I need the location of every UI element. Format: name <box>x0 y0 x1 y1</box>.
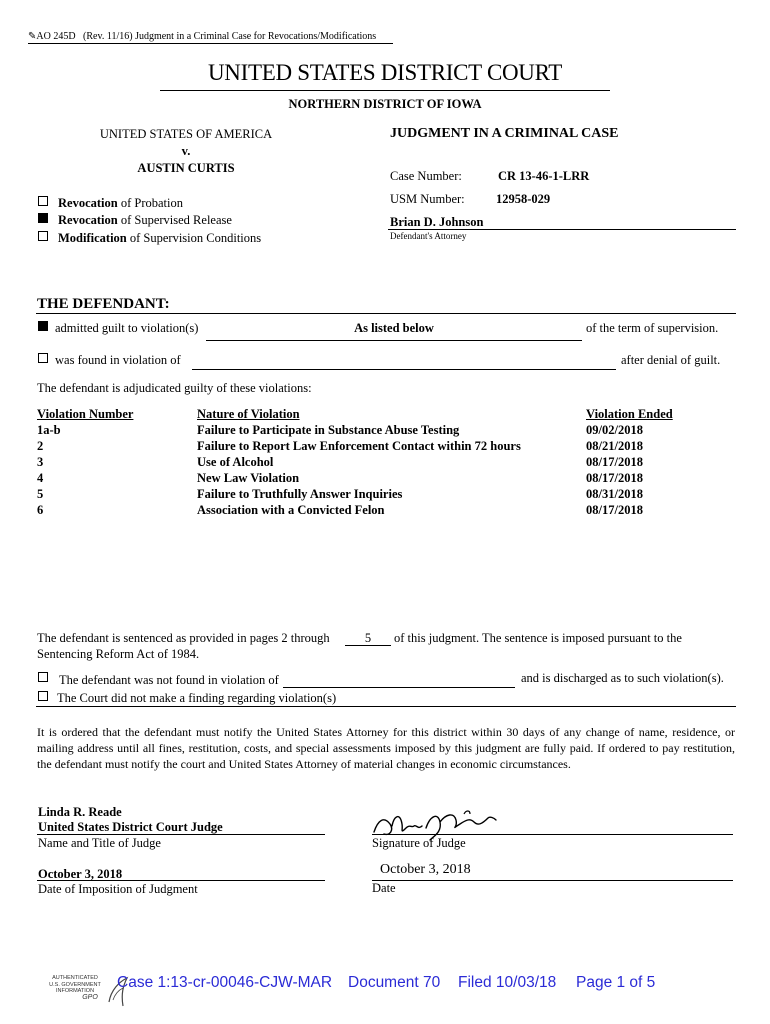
form-header-rule <box>28 43 393 44</box>
case-number-label: Case Number: <box>390 169 462 183</box>
violation-number-cell: 5 <box>37 487 44 501</box>
imposition-date: October 3, 2018 <box>38 867 123 881</box>
defendant-heading-rule <box>36 313 736 314</box>
plaintiff-name: UNITED STATES OF AMERICA <box>99 127 273 141</box>
violation-ended-cell: 08/21/2018 <box>586 439 643 453</box>
admitted-rule <box>206 340 582 341</box>
judge-name: Linda R. Reade <box>38 805 122 819</box>
violation-ended-cell: 08/31/2018 <box>586 487 643 501</box>
violation-nature-cell: Failure to Truthfully Answer Inquiries <box>197 487 403 501</box>
sentence-section-rule <box>36 706 736 707</box>
header-violation-ended: Violation Ended <box>586 407 673 421</box>
signature-label: Signature of Judge <box>372 836 466 850</box>
case-number-value: CR 13-46-1-LRR <box>498 169 590 183</box>
violation-number-cell: 2 <box>37 439 44 453</box>
violation-ended-cell: 09/02/2018 <box>586 423 643 437</box>
sentence-pages-rule <box>345 645 391 646</box>
sentence-text-b: of this judgment. The sentence is imposed pursuant to the <box>394 631 682 645</box>
violation-ended-cell: 08/17/2018 <box>586 503 643 517</box>
signature-rule <box>372 834 733 835</box>
option-supervised-release-checkbox <box>38 213 48 223</box>
no-finding-label: The Court did not make a finding regarding violation(s) <box>57 691 337 705</box>
violation-ended-cell: 08/17/2018 <box>586 471 643 485</box>
name-title-label: Name and Title of Judge <box>38 836 161 850</box>
violation-number-cell: 3 <box>37 455 44 469</box>
footer-filed: Filed 10/03/18 <box>458 974 557 991</box>
sentence-text-line2: Sentencing Reform Act of 1984. <box>37 647 200 661</box>
violation-ended-cell: 08/17/2018 <box>586 455 643 469</box>
violation-nature-cell: Use of Alcohol <box>197 455 274 469</box>
attorney-rule <box>388 229 736 230</box>
date-label: Date <box>372 881 396 895</box>
sentence-pages: 5 <box>364 631 372 645</box>
not-found-checkbox <box>38 672 48 682</box>
gpo-seal <box>40 975 110 1015</box>
admitted-value: As listed below <box>354 321 434 335</box>
violation-nature-cell: Failure to Participate in Substance Abuse Testing <box>197 423 460 437</box>
footer-case: Case 1:13-cr-00046-CJW-MAR <box>117 974 333 991</box>
sentence-text-a: The defendant is sentenced as provided in pages 2 through <box>37 631 330 645</box>
violation-nature-cell: New Law Violation <box>197 471 300 485</box>
not-found-rule <box>283 687 515 688</box>
gpo-seal-line3: INFORMATION <box>55 988 95 994</box>
versus-label: v. <box>181 144 191 158</box>
admitted-suffix: of the term of supervision. <box>586 321 719 335</box>
option-modification-label: Modification of Supervision Conditions <box>58 231 262 245</box>
found-checkbox <box>38 353 48 363</box>
option-probation-checkbox <box>38 196 48 206</box>
table-row <box>0 487 770 503</box>
signed-date: October 3, 2018 <box>380 862 471 877</box>
table-row <box>0 503 770 519</box>
gpo-seal-line1: AUTHENTICATED <box>52 975 98 981</box>
violation-number-cell: 6 <box>37 503 44 517</box>
imposition-date-rule <box>37 880 325 881</box>
table-row <box>0 455 770 471</box>
usm-number-value: 12958-029 <box>496 192 551 206</box>
header-nature: Nature of Violation <box>197 407 300 421</box>
court-name: UNITED STATES DISTRICT COURT <box>207 60 563 85</box>
table-row <box>0 439 770 455</box>
found-rule <box>192 369 616 370</box>
court-name-rule <box>160 90 610 91</box>
found-suffix: after denial of guilt. <box>621 353 721 367</box>
order-paragraph: It is ordered that the defendant must notify the United States Attorney for this district within 30 days of any change of name, residence, or mailing address until all fines, restitution, costs, and special assessments imposed by this judgment are fully paid. If ordered to pay restitution, the defendant must notify the court and United States Attorney of material changes in economic circumstances. <box>37 725 735 771</box>
defendant-heading: THE DEFENDANT: <box>37 296 170 312</box>
form-header: ✎AO 245D (Rev. 11/16) Judgment in a Criminal Case for Revocations/Modifications <box>28 31 377 42</box>
attorney-label: Defendant's Attorney <box>390 231 467 241</box>
gpo-seal-line2: U.S. GOVERNMENT <box>49 981 101 988</box>
header-violation-number: Violation Number <box>37 407 134 421</box>
defendant-name: AUSTIN CURTIS <box>137 161 235 175</box>
not-found-label: The defendant was not found in violation of <box>59 673 279 687</box>
adjudicated-text: The defendant is adjudicated guilty of these violations: <box>37 381 312 395</box>
violation-nature-cell: Association with a Convicted Felon <box>197 503 385 517</box>
table-row <box>0 471 770 487</box>
gpo-seal-line4: GPO <box>82 993 98 1001</box>
table-row <box>0 423 770 439</box>
violation-nature-cell: Failure to Report Law Enforcement Contact within 72 hours <box>197 439 521 453</box>
footer-page: Page 1 of 5 <box>576 974 656 991</box>
admitted-label: admitted guilt to violation(s) <box>55 321 199 335</box>
court-district: NORTHERN DISTRICT OF IOWA <box>288 97 482 111</box>
judge-name-rule <box>37 834 325 835</box>
violation-number-cell: 4 <box>37 471 44 485</box>
footer-document: Document 70 <box>348 974 441 991</box>
no-finding-checkbox <box>38 691 48 701</box>
imposition-label: Date of Imposition of Judgment <box>38 882 198 896</box>
option-modification-checkbox <box>38 231 48 241</box>
admitted-checkbox <box>38 321 48 331</box>
attorney-name: Brian D. Johnson <box>390 215 484 229</box>
violation-number-cell: 1a-b <box>37 423 61 437</box>
found-label: was found in violation of <box>55 353 181 367</box>
judge-title: United States District Court Judge <box>38 820 223 834</box>
judgment-title: JUDGMENT IN A CRIMINAL CASE <box>390 126 619 141</box>
not-found-suffix: and is discharged as to such violation(s). <box>521 671 724 685</box>
signed-date-rule <box>372 880 733 881</box>
violations-header-row <box>0 407 770 423</box>
usm-number-label: USM Number: <box>390 192 465 206</box>
option-probation-label: Revocation of Probation <box>58 196 183 210</box>
option-supervised-release-label: Revocation of Supervised Release <box>58 213 232 227</box>
